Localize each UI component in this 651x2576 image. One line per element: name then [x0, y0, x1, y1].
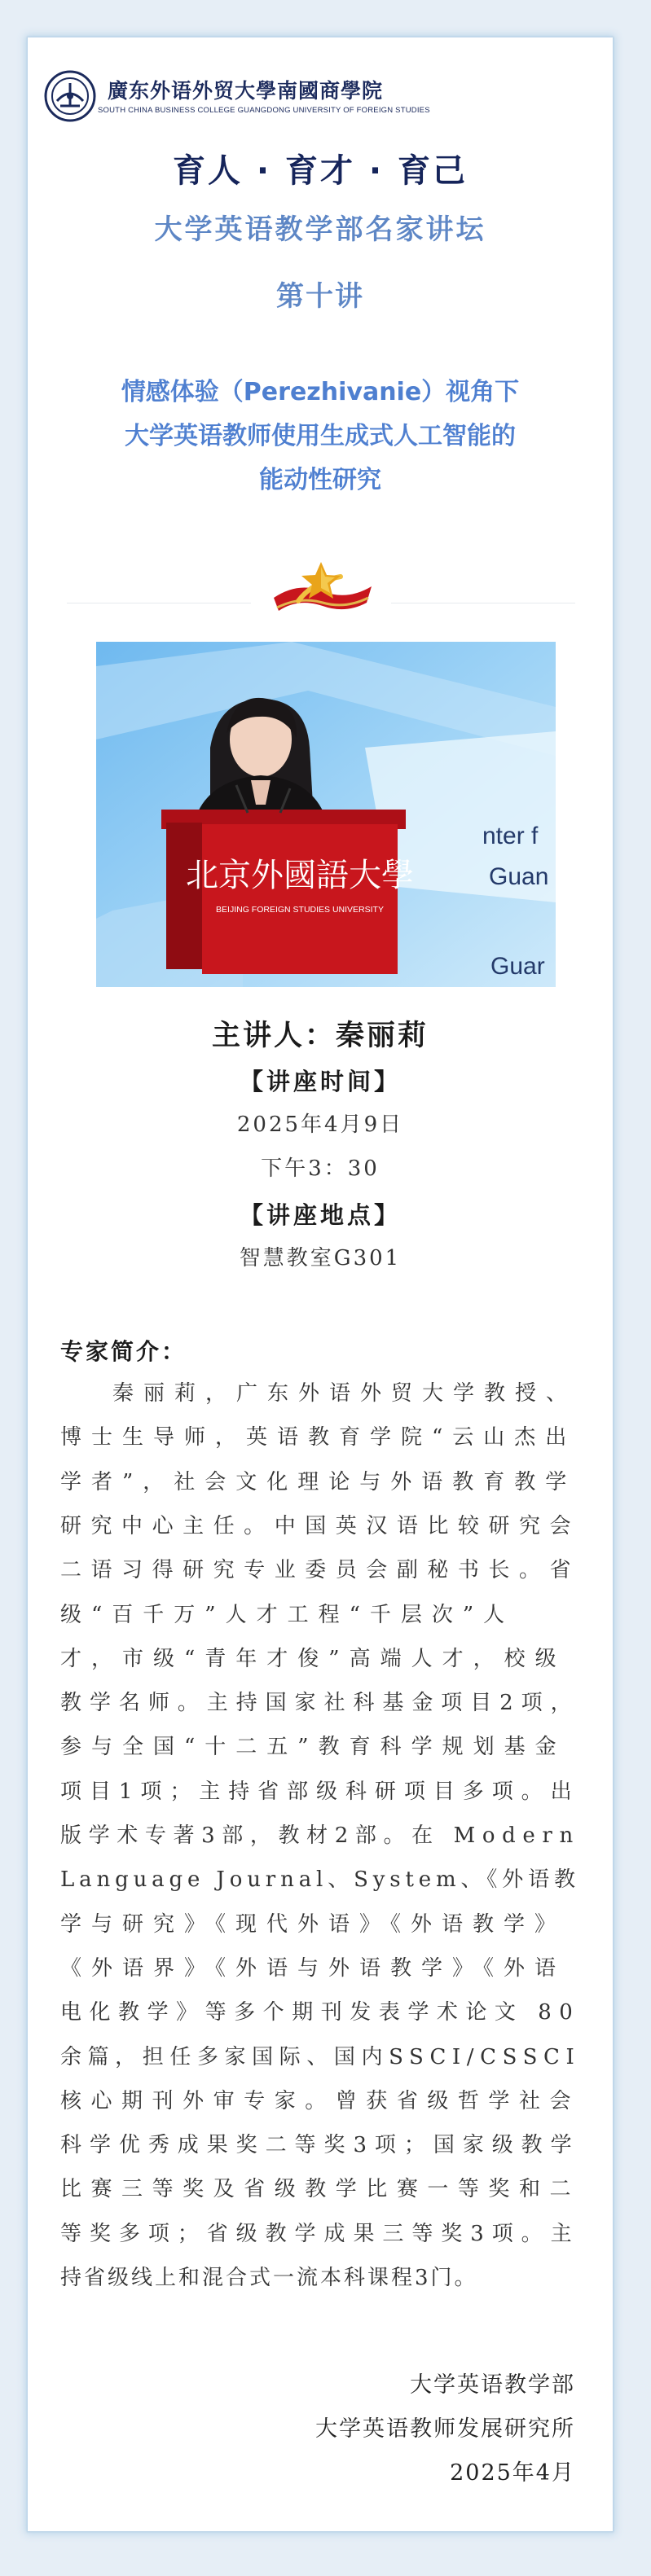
bio-line: 参与全国“十二五”教育科学规划基金 — [60, 1735, 566, 1760]
screen-text-3: Guar — [490, 953, 545, 980]
bio-line: 二语习得研究专业委员会副秘书长。省 — [60, 1558, 581, 1583]
signature-date: 2025年4月 — [450, 2460, 575, 2486]
bio-heading: 专家简介： — [60, 1338, 187, 1365]
bio-line: 科学优秀成果奖二等奖3项；国家级教学 — [60, 2133, 580, 2158]
bio-line: 学与研究》《现代外语》《外语教学》 — [60, 1911, 566, 1937]
bio-line: 等奖多项；省级教学成果三等奖3项。主 — [60, 2221, 580, 2246]
lecture-time: 下午3：30 — [261, 1156, 380, 1181]
bio-line: 博士生导师，英语教育学院“云山杰出 — [60, 1425, 577, 1450]
bio-line: 级“百千万”人才工程“千层次”人 — [60, 1602, 515, 1627]
series-title: 大学英语教学部名家讲坛 — [154, 213, 486, 246]
lecture-place: 智慧教室G301 — [239, 1246, 402, 1270]
screen-text-2: Guan — [489, 863, 549, 890]
bio-line: 学者”，社会文化理论与外语教育教学 — [60, 1469, 577, 1494]
bio-line: 秦丽莉，广东外语外贸大学教授、 — [112, 1381, 578, 1406]
speaker-photo — [96, 642, 556, 987]
college-name-en: SOUTH CHINA BUSINESS COLLEGE GUANGDONG UNIVERSITY OF FOREIGN STUDIES — [98, 106, 430, 115]
signature-dept: 大学英语教学部 — [410, 2372, 575, 2398]
bio-line: 电化教学》等多个期刊发表学术论文 80 — [60, 2000, 581, 2025]
bio-line: 教学名师。主持国家社科基金项目2项， — [60, 1691, 580, 1716]
speaker-name: 主讲人：秦丽莉 — [211, 1019, 429, 1052]
podium-name: 北京外國語大學 — [186, 857, 414, 894]
lecture-number: 第十讲 — [276, 280, 364, 313]
ribbon-star-icon — [249, 557, 391, 625]
signature-institute: 大学英语教师发展研究所 — [315, 2416, 575, 2442]
time-heading: 【讲座时间】 — [239, 1068, 401, 1095]
college-logo — [44, 70, 484, 127]
bio-line: 比赛三等奖及省级教学比赛一等奖和二 — [60, 2177, 581, 2202]
poster-frame — [28, 37, 613, 2531]
bio-line: 持省级线上和混合式一流本科课程3门。 — [60, 2266, 478, 2290]
topic-line-2: 大学英语教师使用生成式人工智能的 — [125, 422, 516, 450]
topic-line-1: 情感体验（Perezhivanie）视角下 — [121, 378, 520, 406]
bio-line: 版学术专著3部，教材2部。在 Modern — [60, 1823, 580, 1848]
topic-line-3: 能动性研究 — [259, 466, 381, 494]
bio-line: Language Journal、System、《外语教 — [60, 1867, 580, 1893]
bio-line: 才，市级“青年才俊”高端人才，校级 — [60, 1646, 566, 1671]
bio-line: 《外语界》《外语与外语教学》《外语 — [60, 1955, 566, 1981]
bio-line: 余篇，担任多家国际、国内SSCI/CSSCI — [60, 2044, 581, 2069]
screen-text-1: nter f — [482, 823, 539, 849]
bio-line: 核心期刊外审专家。曾获省级哲学社会 — [60, 2088, 581, 2113]
podium-name-en: BEIJING FOREIGN STUDIES UNIVERSITY — [216, 905, 384, 915]
bio-line: 研究中心主任。中国英汉语比较研究会 — [60, 1513, 581, 1538]
place-heading: 【讲座地点】 — [239, 1201, 401, 1229]
college-name: 廣东外语外贸大學南國商學院 — [108, 79, 384, 103]
college-emblem-icon — [44, 70, 96, 122]
motto-title: 育人 · 育才 · 育己 — [172, 152, 468, 190]
lecture-date: 2025年4月9日 — [236, 1112, 404, 1137]
bio-line: 项目1项；主持省部级科研项目多项。出 — [60, 1779, 580, 1804]
